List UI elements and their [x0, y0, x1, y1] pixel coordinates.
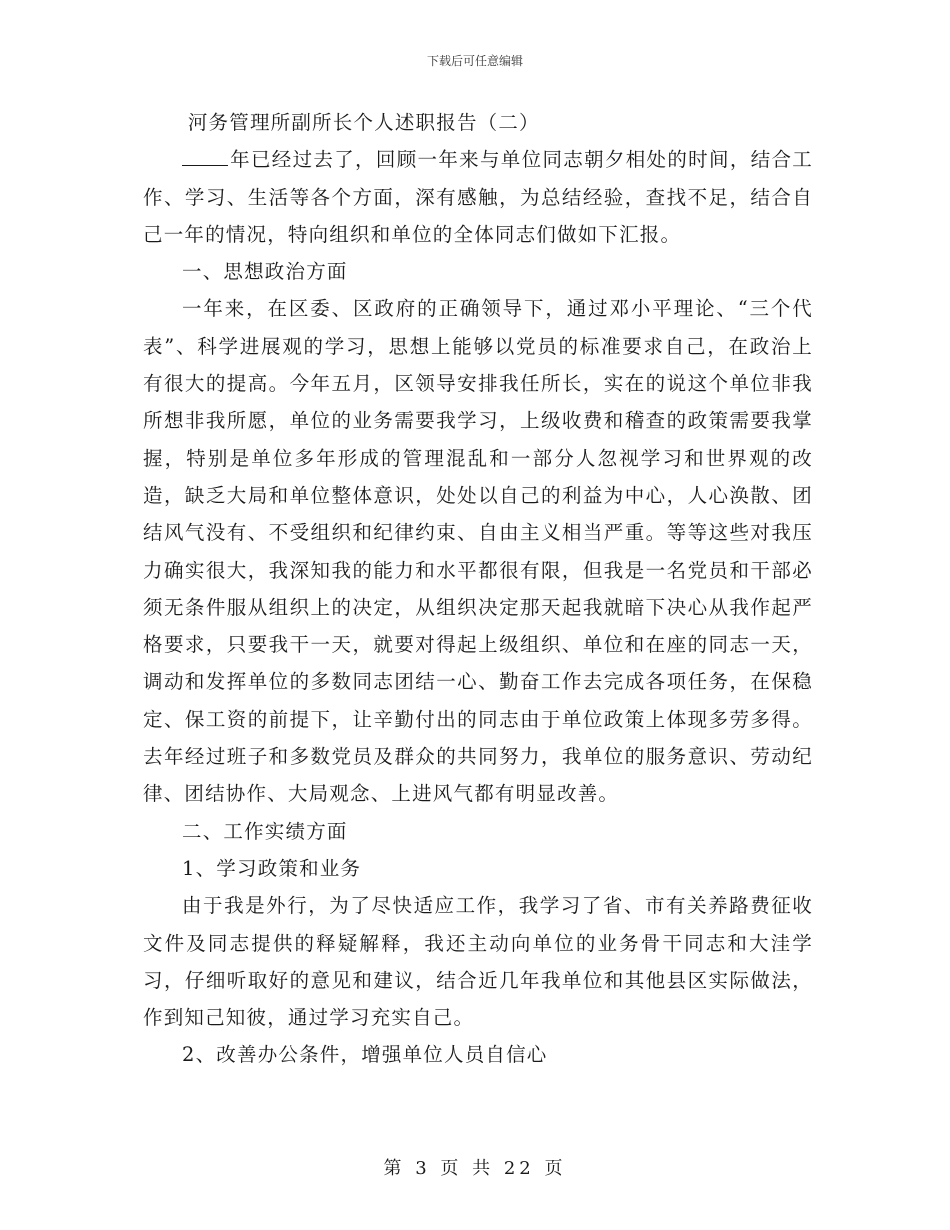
blank-underline — [182, 147, 228, 166]
item2-heading: 2、改善办公条件，增强单位人员自信心 — [182, 1043, 548, 1067]
section2-heading: 二、工作实绩方面 — [182, 819, 348, 843]
intro-text: 年已经过去了，回顾一年来与单位同志朝夕相处的时间，结合工作、学习、生活等各个方面，深有感触，为总结经验，查找不足，结合自己一年的情况，特向组织和单位的全体同志们做如下汇报。 — [143, 148, 813, 246]
document-body — [143, 104, 813, 1074]
item1-heading: 1、学习政策和业务 — [182, 856, 362, 880]
page-header: 下载后可任意编辑 — [426, 54, 523, 68]
document-title: 河务管理所副所长个人述职报告（二） — [187, 111, 540, 134]
section1-heading: 一、思想政治方面 — [182, 260, 348, 284]
section1-paragraph: 一年来，在区委、区政府的正确领导下，通过邓小平理论、“三个代表”、科学进展观的学习，思想上能够以党员的标准要求自己，在政治上有很大的提高。今年五月，区领导安排我任所长，实在的说这个单位非我所想非我所愿，单位的业务需要我学习，上级收费和稽查的政策需要我掌握，特别是单位多年形成的管理混乱和一部分人忽视学习和世界观的改造，缺乏大局和单位整体意识，处处以自己的利益为中心，人心涣散、团结风气没有、不受组织和纪律约束、自由主义相当严重。等等这些对我压力确实很大，我深知我的能力和水平都很有限，但我是一名党员和干部必须无条件服从组织上的决定，从组织决定那天起我就暗下决心从我作起严格要求，只要我干一天，就要对得起上级组织、单位和在座的同志一天，调动和发挥单位的多数同志团结一心、勤奋工作去完成各项任务，在保稳定、保工资的前提下，让辛勤付出的同志由于单位政策上体现多劳多得。去年经过班子和多数党员及群众的共同努力，我单位的服务意识、劳动纪律、团结协作、大局观念、上进风气都有明显改善。 — [143, 297, 813, 806]
item1-paragraph: 由于我是外行，为了尽快适应工作，我学习了省、市有关养路费征收文件及同志提供的释疑解释，我还主动向单位的业务骨干同志和大洼学习，仔细听取好的意见和建议，结合近几年我单位和其他县区实际做法，作到知己知彼，通过学习充实自己。 — [143, 894, 813, 1030]
intro-paragraph — [143, 141, 813, 253]
page-footer: 第 3 页 共 22 页 — [383, 1158, 567, 1179]
